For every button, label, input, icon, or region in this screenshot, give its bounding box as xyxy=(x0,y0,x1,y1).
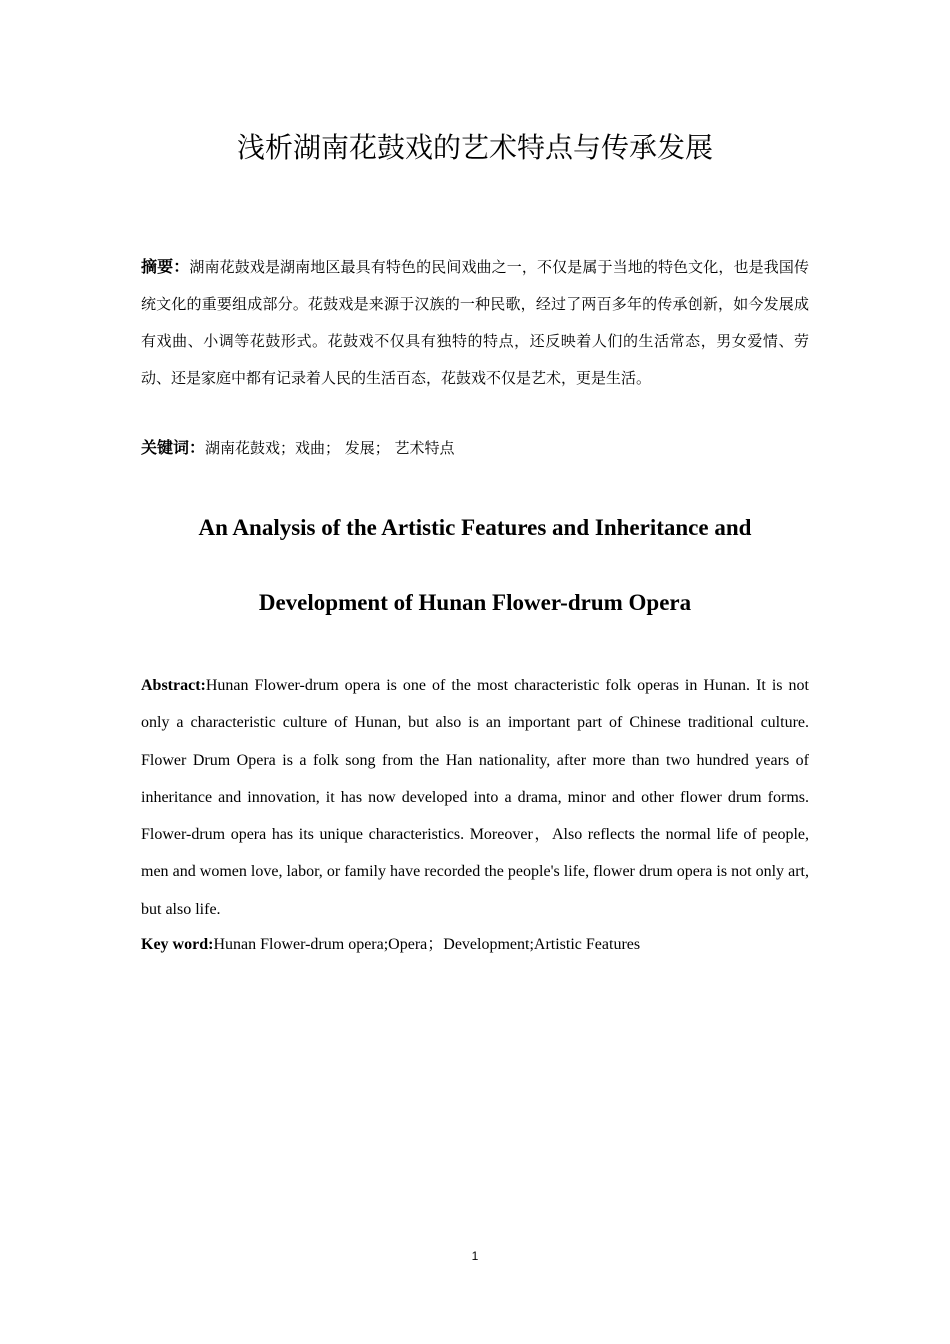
chinese-abstract-label: 摘要： xyxy=(141,257,190,276)
english-title-line1: An Analysis of the Artistic Features and Inheritance and xyxy=(198,515,752,540)
english-keywords-label: Key word: xyxy=(141,936,214,953)
english-keywords xyxy=(141,930,809,960)
english-keywords-text: Hunan Flower-drum opera;Opera；Development;Artistic Features xyxy=(213,936,641,953)
english-title-line2: Development of Hunan Flower-drum Opera xyxy=(258,590,692,615)
english-abstract xyxy=(141,667,809,928)
chinese-keywords-text: 湖南花鼓戏；戏曲； 发展； 艺术特点 xyxy=(205,439,455,457)
chinese-abstract xyxy=(141,248,809,397)
english-abstract-text: Hunan Flower-drum opera is one of the most characteristic folk operas in Hunan. It is not only a characteristic culture of Hunan, but also is an important part of Chinese traditional culture. Flower Drum Opera is a folk song from the Han nationality, after more than two hundred years of inheritance and innovation, it has now developed into a drama, minor and other flower drum forms. Flower-drum opera has its unique characteristics. Moreover，Also reflects the normal life of people, men and women love, labor, or family have recorded the people's life, flower drum opera is not only art, but also life. xyxy=(141,677,809,918)
chinese-keywords xyxy=(141,433,809,463)
chinese-title: 浅析湖南花鼓戏的艺术特点与传承发展 xyxy=(236,131,713,164)
chinese-abstract-text: 湖南花鼓戏是湖南地区最具有特色的民间戏曲之一，不仅是属于当地的特色文化，也是我国传统文化的重要组成部分。花鼓戏是来源于汉族的一种民歌，经过了两百多年的传承创新，如今发展成有戏曲、小调等花鼓形式。花鼓戏不仅具有独特的特点，还反映着人们的生活常态，男女爱情、劳动、还是家庭中都有记录着人民的生活百态，花鼓戏不仅是艺术，更是生活。 xyxy=(141,258,809,387)
chinese-keywords-label: 关键词： xyxy=(141,438,206,457)
english-abstract-label: Abstract: xyxy=(141,677,206,694)
english-title xyxy=(120,490,830,640)
page-number: 1 xyxy=(471,1249,479,1263)
